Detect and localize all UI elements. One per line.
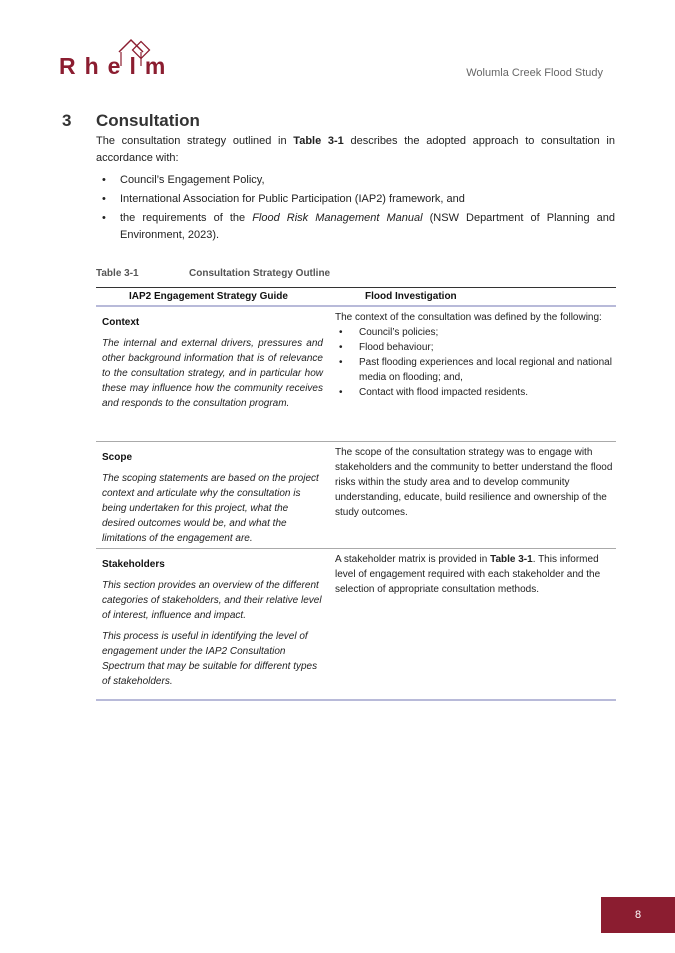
row-description-2: This process is useful in identifying the level of engagement under the IAP2 Consultation Spectrum that may be suitable for different types of stakeholders. [102,631,318,687]
table-caption-label: Table 3-1 [96,268,139,279]
logo-text: Rhelm [59,53,175,79]
table-caption-title: Consultation Strategy Outline [189,268,331,279]
intro-text: The consultation strategy outlined in [96,135,294,147]
list-item: • Contact with flood impacted residents. [335,385,614,400]
list-item: • Council’s Engagement Policy, [96,172,615,189]
row-heading: Stakeholders [102,559,165,570]
section-title: Consultation [96,111,200,130]
list-item-text: the requirements of the [120,212,253,224]
list-item: • Past flooding experiences and local regional and national media on flooding; and, [335,355,614,385]
manual-title: Flood Risk Management Manual [252,212,423,224]
accordance-list [96,172,615,246]
row-heading: Scope [102,452,133,463]
table-header [96,287,616,307]
table-caption [96,268,330,279]
row-description: The internal and external drivers, pressures and other background information that is of relevance to the consultation strategy, and in particular how these may influence how the community receives and responds to the consultation program. [102,338,323,409]
list-item [96,210,615,244]
intro-text-end: describes the adopted approach to consultation in accordance with: [96,135,615,164]
stakeholder-text: A stakeholder matrix is provided in [335,554,491,565]
row-right-cell [327,307,616,441]
table-reference: Table 3-1 [293,135,344,147]
context-list [335,325,614,400]
list-item-text-end: (NSW Department of Planning and Environment, 2023). [120,212,615,241]
section-number: 3 [62,111,72,130]
table-reference: Table 3-1 [490,554,533,565]
row-left-cell [96,442,327,548]
row-right-cell [327,549,616,699]
column-header-iap2: IAP2 Engagement Strategy Guide [129,291,288,302]
row-heading: Context [102,317,140,328]
table-row-scope [96,442,616,549]
table-row-stakeholders [96,549,616,699]
row-description: This section provides an overview of the different categories of stakeholders, and their relative level of interest, influence and impact. [102,580,322,621]
context-intro: The context of the consultation was defined by the following: [335,312,602,323]
table-bottom-rule [96,699,616,701]
document-title: Wolumla Creek Flood Study [466,67,603,79]
row-description: The scoping statements are based on the project context and articulate why the consultation is being undertaken for this project, what the desired outcomes would be, and what the limitations of the engagement are. [102,473,319,544]
table-row-context [96,307,616,442]
list-item: • Council’s policies; [335,325,614,340]
list-item: • Flood behaviour; [335,340,614,355]
row-right-cell: The scope of the consultation strategy was to engage with stakeholders and the community to better understand the flood risks within the study area and to develop community understanding, educate, build resilience and ownership of the study outcomes. [335,447,613,518]
consultation-table [96,287,616,701]
intro-paragraph [96,133,615,167]
page-number: 8 [601,897,675,933]
row-left-cell [96,307,327,441]
rhelm-logo [59,38,179,82]
column-header-flood: Flood Investigation [365,291,457,302]
stakeholder-text-end: . This informed level of engagement required with each stakeholder and the selection of appropriate consultation methods. [335,554,601,595]
row-left-cell [96,549,327,699]
section-heading [62,111,617,131]
list-item: • International Association for Public Participation (IAP2) framework, and [96,191,615,208]
